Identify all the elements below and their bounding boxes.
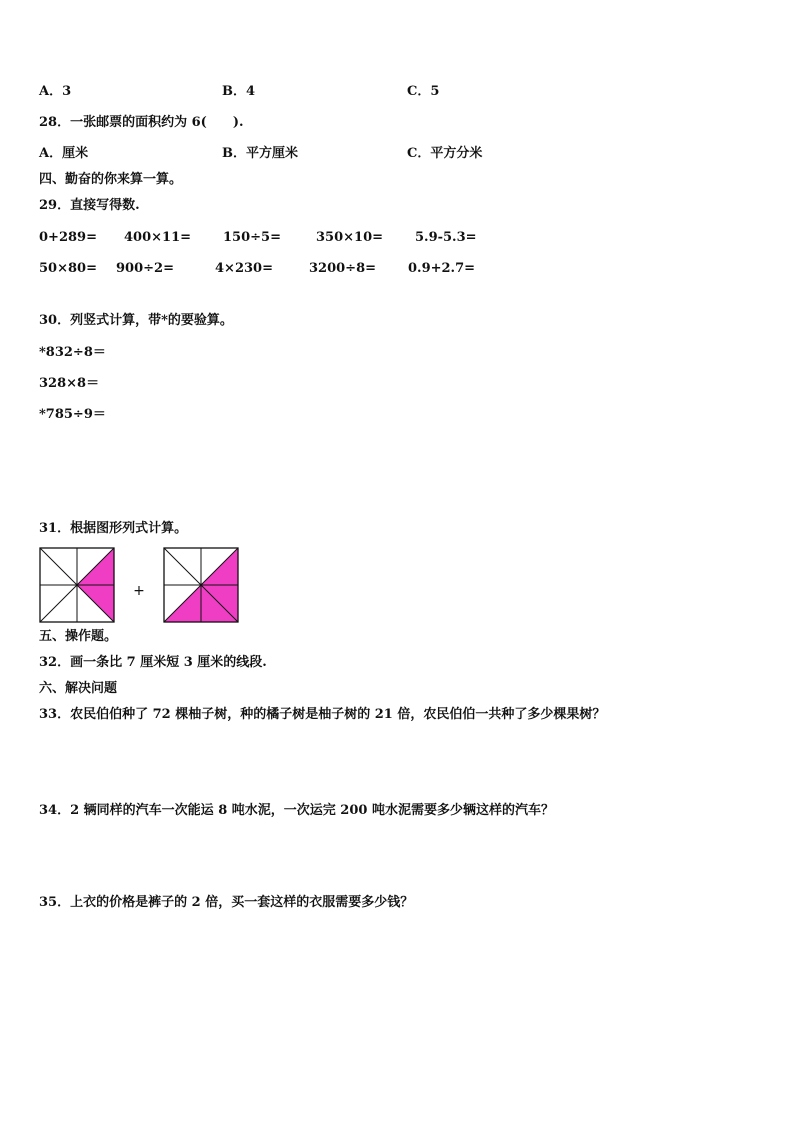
section-4-title: 四、勤奋的你来算一算。: [39, 172, 183, 187]
calc-item: 4×230=: [215, 261, 273, 276]
section-5-title: 五、操作题。: [39, 629, 118, 644]
question-35-stem: 35．上衣的价格是裤子的 2 倍，买一套这样的衣服需要多少钱？: [39, 895, 414, 910]
calc-item: 3200÷8=: [309, 261, 377, 276]
option-c: C．平方分米: [407, 146, 483, 161]
calc-item: 400×11=: [124, 230, 192, 245]
option-b: B．平方厘米: [222, 146, 298, 161]
question-30-stem: 30．列竖式计算，带*的要验算。: [39, 313, 233, 328]
fraction-figure-1: [40, 548, 114, 622]
question-29-stem: 29．直接写得数.: [39, 198, 140, 213]
question-34-stem: 34．2 辆同样的汽车一次能运 8 吨水泥，一次运完 200 吨水泥需要多少辆这样的汽车？: [39, 803, 554, 818]
question-31-stem: 31．根据图形列式计算。: [39, 521, 188, 536]
plus-sign: +: [133, 583, 145, 599]
vertical-calc-item: *832÷8＝: [39, 345, 106, 360]
calc-item: 5.9-5.3=: [415, 230, 477, 245]
question-28-stem: 28．一张邮票的面积约为 6( ).: [39, 115, 244, 130]
option-a: A．3: [39, 84, 72, 99]
vertical-calc-item: *785÷9＝: [39, 407, 106, 422]
fraction-figure-2: [164, 548, 238, 622]
calc-item: 350×10=: [316, 230, 384, 245]
question-32-stem: 32．画一条比 7 厘米短 3 厘米的线段.: [39, 655, 267, 670]
option-c: C．5: [407, 84, 440, 99]
vertical-calc-item: 328×8＝: [39, 376, 100, 391]
option-a: A．厘米: [39, 146, 89, 161]
calc-item: 900÷2=: [116, 261, 174, 276]
section-6-title: 六、解决问题: [39, 681, 118, 696]
question-33-stem: 33．农民伯伯种了 72 棵柚子树，种的橘子树是柚子树的 21 倍，农民伯伯一共种了多少棵果树？: [39, 707, 606, 722]
calc-item: 50×80=: [39, 261, 97, 276]
calc-item: 0.9+2.7=: [408, 261, 476, 276]
calc-item: 150÷5=: [223, 230, 281, 245]
calc-item: 0+289=: [39, 230, 97, 245]
option-b: B．4: [222, 84, 256, 99]
